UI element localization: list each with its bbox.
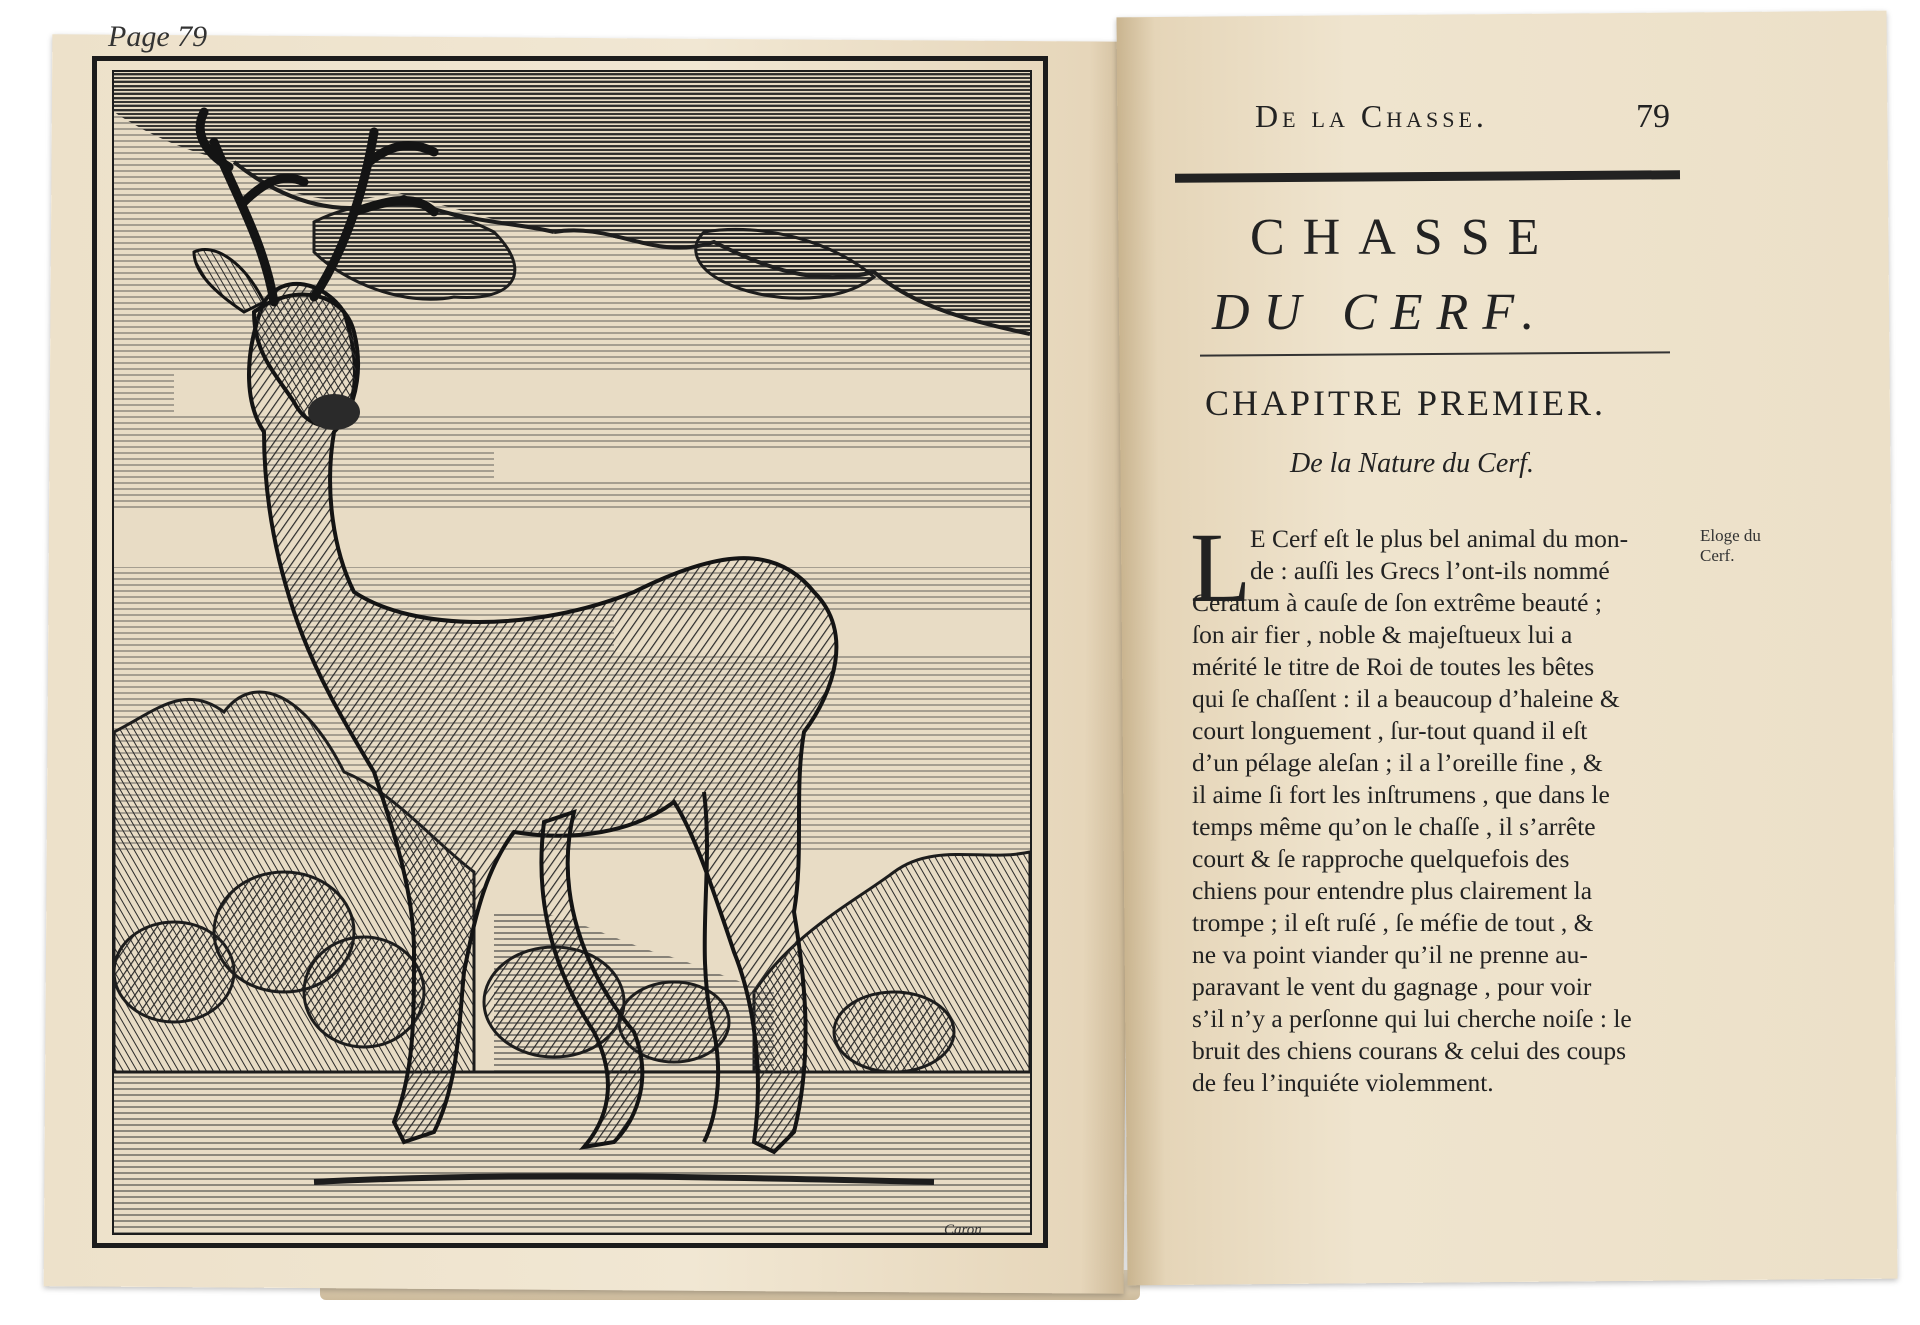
body-line: court & ſe rapproche quelquefois des: [1192, 844, 1570, 873]
body-line: de : auſſi les Grecs l’ont-ils nommé: [1250, 556, 1610, 585]
body-line: court longuement , ſur-tout quand il eſt: [1192, 716, 1588, 745]
body-line: d’un pélage aleſan ; il a l’oreille fine , &: [1192, 748, 1603, 777]
drop-cap: L: [1190, 512, 1252, 623]
left-folio: Page 79: [108, 20, 208, 53]
body-line: Ceratum à cauſe de ſon extrême beauté ;: [1192, 588, 1602, 617]
running-head: De la Chasse.: [1255, 98, 1488, 134]
body-line: temps même qu’on le chaſſe , il s’arrête: [1192, 812, 1596, 841]
stag-engraving-icon: [114, 72, 1030, 1233]
chapter-subtitle: De la Nature du Cerf.: [1290, 448, 1534, 479]
body-line: chiens pour entendre plus clairement la: [1192, 876, 1593, 905]
body-line: il aime ſi fort les inſtrumens , que dans le: [1192, 780, 1610, 809]
title-line-2: DU CERF.: [1212, 284, 1549, 341]
artist-signature: Caron: [944, 1222, 982, 1238]
chapter-heading: CHAPITRE PREMIER.: [1205, 383, 1607, 423]
body-line: E Cerf eſt le plus bel animal du mon-: [1250, 524, 1629, 553]
page-number: 79: [1636, 98, 1670, 135]
body-line: ne va point viander qu’il ne prenne au-: [1192, 940, 1588, 969]
body-line: paravant le vent du gagnage , pour voir: [1192, 972, 1592, 1001]
title-line-1: CHASSE: [1250, 209, 1558, 266]
body-line: bruit des chiens courans & celui des coups: [1192, 1036, 1627, 1065]
body-line: s’il n’y a perſonne qui lui cherche noiſe : le: [1192, 1004, 1632, 1033]
body-line: mérité le titre de Roi de toutes les bêtes: [1192, 652, 1595, 681]
body-line: de feu l’inquiéte violemment.: [1192, 1068, 1494, 1097]
margin-note: Eloge du Cerf.: [1700, 526, 1761, 565]
engraving-panel: [112, 70, 1032, 1235]
body-line: ſon air fier , noble & majeſtueux lui a: [1192, 620, 1573, 649]
body-line: trompe ; il eſt ruſé , ſe méfie de tout , &: [1192, 908, 1594, 937]
body-line: qui ſe chaſſent : il a beaucoup d’haleine &: [1192, 684, 1620, 713]
